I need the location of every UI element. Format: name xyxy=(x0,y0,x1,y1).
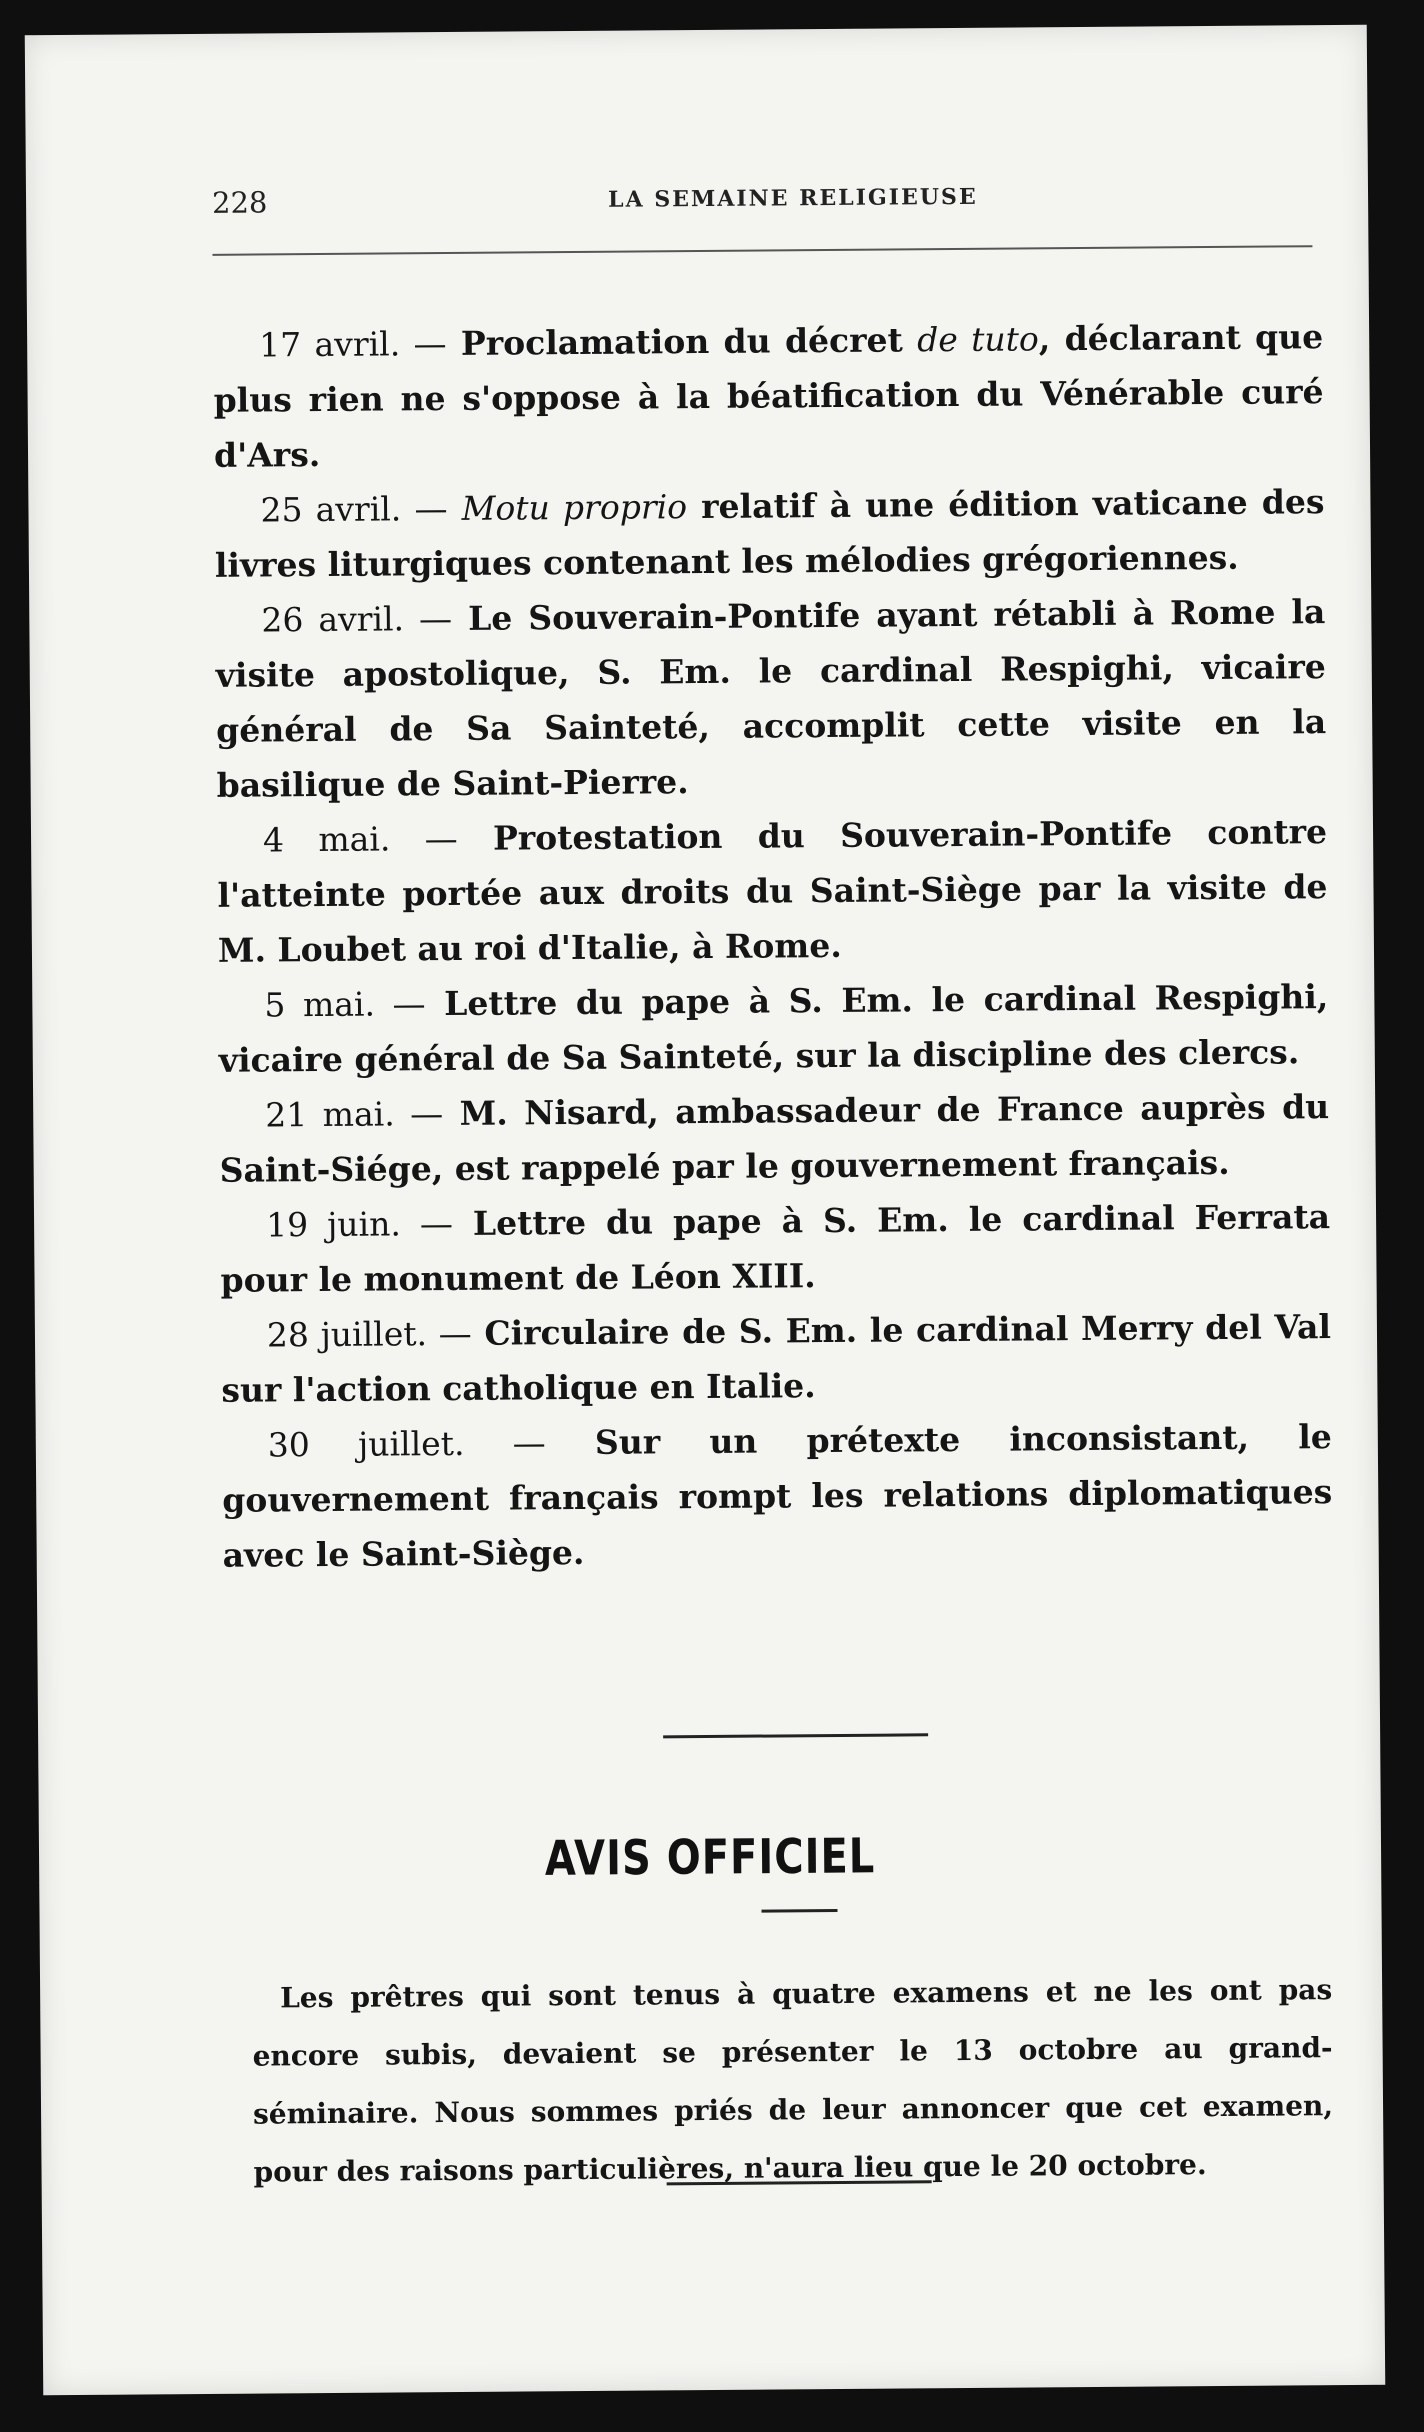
entry-text: M. Nisard, ambassadeur de France auprès du Saint-Siége, est rappelé par le gouvernement français. xyxy=(219,1087,1330,1190)
book-page xyxy=(25,25,1385,2395)
entry xyxy=(218,969,1329,1088)
entry-date: 25 avril. — xyxy=(260,489,448,530)
notice-title-rule xyxy=(761,1909,837,1913)
notice-title: AVIS OFFICIEL xyxy=(544,1829,876,1887)
entry-text xyxy=(447,489,461,528)
entry-date: 21 mai. — xyxy=(265,1094,444,1135)
page-header xyxy=(212,177,1308,226)
chronology-entries xyxy=(213,309,1333,1583)
entry-text: Lettre du pape à S. Em. le cardinal Respighi, vicaire général de Sa Sainteté, sur la discipline des clercs. xyxy=(218,977,1329,1080)
entry xyxy=(222,1409,1333,1583)
entry-date: 17 avril. — xyxy=(259,324,447,365)
entry xyxy=(214,474,1325,593)
entry-date: 28 juillet. — xyxy=(266,1313,472,1355)
entry-text: Circulaire de S. Em. le cardinal Merry del Val sur l'action catholique en Italie. xyxy=(221,1307,1332,1410)
header-rule xyxy=(212,245,1312,256)
entry-italic: Motu proprio xyxy=(461,487,688,528)
running-title: LA SEMAINE RELIGIEUSE xyxy=(607,183,978,213)
entry xyxy=(221,1299,1332,1418)
entry-text: Proclamation du décret xyxy=(446,320,918,364)
entry-date: 19 juin. — xyxy=(265,1203,454,1245)
entry xyxy=(220,1189,1331,1308)
entry-date: 4 mai. — xyxy=(262,818,458,860)
entry-date: 26 avril. — xyxy=(261,598,453,640)
entry-text: Protestation du Souverain-Pontife contre l'atteinte portée aux droits du Saint-Siège par la visite de M. Loubet au roi d'Italie, à Rome. xyxy=(217,812,1328,970)
entry xyxy=(219,1079,1330,1198)
entry xyxy=(217,804,1328,978)
page-number: 228 xyxy=(211,185,268,220)
entry xyxy=(213,309,1324,483)
entry-date: 30 juillet. — xyxy=(267,1423,546,1465)
entry-text: Sur un prétexte inconsistant, le gouvernement français rompt les relations diplomatiques avec le Saint-Siège. xyxy=(222,1417,1333,1575)
entry-text: Lettre du pape à S. Em. le cardinal Ferrata pour le monument de Léon XIII. xyxy=(220,1197,1331,1300)
entry-text-after: , déclarant que plus rien ne s'oppose à la béatification du Vénérable curé d'Ars. xyxy=(213,317,1324,475)
section-divider xyxy=(663,1733,928,1738)
entry xyxy=(215,584,1327,813)
entry-date: 5 mai. — xyxy=(264,984,426,1025)
entry-italic: de tuto xyxy=(916,319,1039,360)
entry-text: Le Souverain-Pontife ayant rétabli à Rome la visite apostolique, S. Em. le cardinal Respighi, vicaire général de Sa Sainteté, accomplit cette visite en la basilique de Saint-Pierre. xyxy=(215,592,1327,805)
entry-text-after: relatif à une édition vaticane des livres liturgiques contenant les mélodies grégoriennes. xyxy=(214,482,1325,585)
notice-body: Les prêtres qui sont tenus à quatre examens et ne les ont pas encore subis, devaient se présenter le 13 octobre au grand-séminaire. Nous sommes priés de leur annoncer que cet examen, pour des raisons particulières, n'aura lieu que le 20 octobre. xyxy=(252,1973,1334,2189)
